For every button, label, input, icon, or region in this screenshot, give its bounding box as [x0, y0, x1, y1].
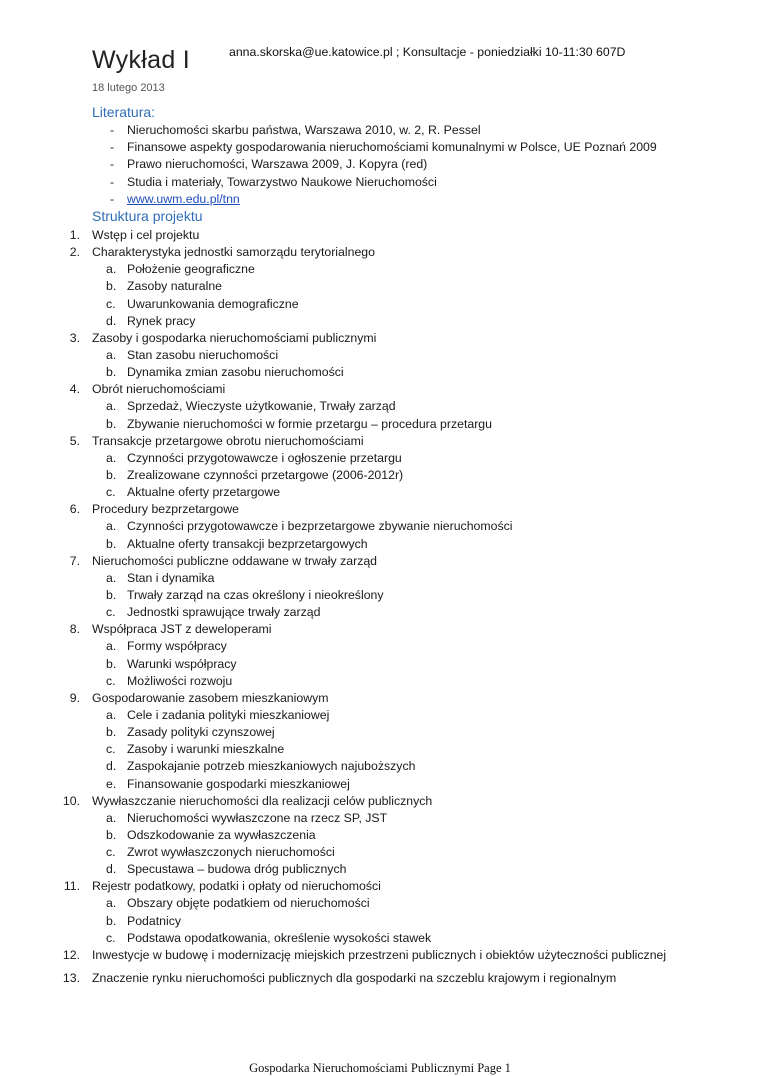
outline-subitem	[0, 656, 760, 673]
outline-number: 7.	[69, 553, 80, 568]
outline-number: 8.	[69, 622, 80, 637]
outline-letter: a.	[106, 399, 117, 414]
outline-letter: b.	[106, 467, 117, 482]
outline-subitem	[0, 741, 760, 758]
outline-subitem-text: Rynek pracy	[127, 313, 196, 328]
outline-item-text: Procedury bezprzetargowe	[92, 502, 239, 517]
structure-heading: Struktura projektu	[92, 208, 203, 224]
outline-letter: c.	[106, 930, 116, 945]
outline-letter: b.	[106, 536, 117, 551]
outline-letter: b.	[106, 587, 117, 602]
outline-subitem	[0, 536, 760, 553]
outline-number: 12.	[62, 947, 80, 962]
outline-subitem	[0, 776, 760, 793]
outline-subitem	[0, 844, 760, 861]
outline-item	[0, 433, 760, 450]
outline-letter: a.	[106, 570, 117, 585]
outline-subitem	[0, 724, 760, 741]
outline-letter: b.	[106, 279, 117, 294]
bullet-dash: -	[110, 140, 115, 155]
outline-number: 5.	[69, 433, 80, 448]
outline-number: 11.	[63, 879, 80, 894]
outline-subitem	[0, 416, 760, 433]
outline-subitem-text: Możliwości rozwoju	[127, 673, 233, 688]
outline-subitem	[0, 707, 760, 724]
outline-number: 10.	[62, 793, 80, 808]
outline-letter: d.	[106, 313, 117, 328]
outline-subitem	[0, 895, 760, 912]
outline-item	[0, 553, 760, 570]
outline-subitem-text: Obszary objęte podatkiem od nieruchomości	[127, 896, 370, 911]
outline-subitem-text: Zrealizowane czynności przetargowe (2006-2012r)	[127, 467, 404, 482]
outline-number: 3.	[69, 330, 80, 345]
outline-item	[0, 330, 760, 347]
outline-item	[0, 878, 760, 895]
outline-item	[0, 970, 760, 987]
outline-item	[0, 501, 760, 518]
outline-item	[0, 381, 760, 398]
outline-subitem	[0, 484, 760, 501]
outline-subitem	[0, 930, 760, 947]
outline-item-text: Rejestr podatkowy, podatki i opłaty od nieruchomości	[92, 879, 381, 894]
outline-subitem	[0, 467, 760, 484]
outline-item	[0, 793, 760, 810]
outline-letter: c.	[106, 742, 116, 757]
outline-subitem	[0, 587, 760, 604]
outline-subitem	[0, 313, 760, 330]
outline-item	[0, 947, 760, 964]
outline-subitem	[0, 827, 760, 844]
outline-number: 13.	[62, 971, 80, 986]
outline-letter: b.	[106, 656, 117, 671]
outline-number: 6.	[69, 502, 80, 517]
bullet-dash: -	[110, 191, 115, 206]
outline-letter: a.	[106, 519, 117, 534]
outline-item	[0, 621, 760, 638]
outline-subitem-text: Nieruchomości wywłaszczone na rzecz SP, JST	[127, 810, 388, 825]
outline-letter: d.	[106, 759, 117, 774]
page-footer: Gospodarka Nieruchomościami Publicznymi Page 1	[249, 1061, 511, 1075]
outline-subitem-text: Specustawa – budowa dróg publicznych	[127, 862, 347, 877]
outline-letter: e.	[106, 776, 117, 791]
outline-item-text: Nieruchomości publiczne oddawane w trwały zarząd	[92, 553, 378, 568]
outline-subitem-text: Podstawa opodatkowania, określenie wysokości stawek	[127, 930, 432, 945]
outline-item-text: Współpraca JST z deweloperami	[92, 622, 272, 637]
outline-subitem-text: Cele i zadania polityki mieszkaniowej	[127, 707, 330, 722]
outline-subitem	[0, 758, 760, 775]
outline-subitem-text: Czynności przygotowawcze i bezprzetargowe zbywanie nieruchomości	[127, 519, 513, 534]
outline-subitem-text: Zasoby i warunki mieszkalne	[127, 742, 285, 757]
outline-subitem-text: Jednostki sprawujące trwały zarząd	[127, 605, 321, 620]
outline-letter: d.	[106, 862, 117, 877]
outline-item-text: Zasoby i gospodarka nieruchomościami publicznymi	[92, 330, 377, 345]
outline-item	[0, 244, 760, 261]
outline-subitem	[0, 398, 760, 415]
outline-subitem-text: Sprzedaż, Wieczyste użytkowanie, Trwały zarząd	[127, 399, 396, 414]
outline-subitem-text: Stan zasobu nieruchomości	[127, 347, 279, 362]
outline-subitem	[0, 604, 760, 621]
page-title: Wykład I	[92, 46, 191, 74]
outline-subitem-text: Finansowanie gospodarki mieszkaniowej	[127, 776, 350, 791]
literature-item-text: Nieruchomości skarbu państwa, Warszawa 2010, w. 2, R. Pessel	[127, 123, 481, 137]
outline-subitem-text: Zbywanie nieruchomości w formie przetargu – procedura przetargu	[127, 416, 492, 431]
outline-subitem-text: Położenie geograficzne	[127, 262, 255, 277]
outline-subitem	[0, 364, 760, 381]
outline-subitem-text: Odszkodowanie za wywłaszczenia	[127, 827, 316, 842]
outline-subitem-text: Zwrot wywłaszczonych nieruchomości	[127, 845, 335, 860]
outline-letter: b.	[106, 725, 117, 740]
outline-item-text: Transakcje przetargowe obrotu nieruchomościami	[92, 433, 364, 448]
outline-subitem-text: Zasoby naturalne	[127, 279, 223, 294]
outline-subitem	[0, 570, 760, 587]
outline-item-text: Gospodarowanie zasobem mieszkaniowym	[92, 690, 329, 705]
outline-subitem-text: Warunki współpracy	[127, 656, 237, 671]
literature-item-text: Prawo nieruchomości, Warszawa 2009, J. Kopyra (red)	[127, 157, 428, 172]
outline-item-text: Charakterystyka jednostki samorządu terytorialnego	[92, 245, 375, 260]
outline-subitem-text: Uwarunkowania demograficzne	[127, 296, 299, 311]
outline-letter: c.	[106, 845, 116, 860]
outline-letter: a.	[106, 450, 117, 465]
outline-item-text: Obrót nieruchomościami	[92, 382, 226, 397]
outline-subitem	[0, 913, 760, 930]
outline-subitem	[0, 518, 760, 535]
outline-letter: a.	[106, 262, 117, 277]
outline-subitem-text: Stan i dynamika	[127, 570, 215, 585]
outline-letter: a.	[106, 639, 117, 654]
literature-heading: Literatura:	[92, 104, 156, 120]
outline-subitem	[0, 296, 760, 313]
literature-link[interactable]: www.uwm.edu.pl/tnn	[127, 191, 240, 206]
outline-subitem-text: Czynności przygotowawcze i ogłoszenie przetargu	[127, 450, 402, 465]
structure-outline	[0, 227, 760, 987]
outline-letter: b.	[106, 416, 117, 431]
outline-letter: c.	[106, 485, 116, 500]
outline-letter: c.	[106, 605, 116, 620]
outline-letter: a.	[106, 707, 117, 722]
outline-subitem	[0, 278, 760, 295]
outline-item	[0, 690, 760, 707]
outline-subitem	[0, 810, 760, 827]
outline-subitem-text: Podatnicy	[127, 913, 182, 928]
outline-item-text: Wywłaszczanie nieruchomości dla realizacji celów publicznych	[92, 793, 433, 808]
outline-subitem-text: Aktualne oferty przetargowe	[127, 485, 281, 500]
outline-number: 1.	[69, 228, 80, 242]
outline-subitem	[0, 861, 760, 878]
outline-subitem	[0, 638, 760, 655]
outline-letter: b.	[106, 913, 117, 928]
outline-subitem-text: Zaspokajanie potrzeb mieszkaniowych najuboższych	[127, 759, 416, 774]
outline-letter: a.	[106, 896, 117, 911]
literature-item-text: Studia i materiały, Towarzystwo Naukowe Nieruchomości	[127, 174, 437, 189]
outline-item-text: Znaczenie rynku nieruchomości publicznych dla gospodarki na szczeblu krajowym i regionalnym	[92, 971, 617, 986]
outline-letter: b.	[106, 827, 117, 842]
outline-subitem	[0, 261, 760, 278]
outline-letter: c.	[106, 673, 116, 688]
outline-subitem	[0, 450, 760, 467]
bullet-dash: -	[110, 123, 115, 137]
outline-letter: a.	[106, 347, 117, 362]
outline-item-text: Wstęp i cel projektu	[92, 228, 200, 242]
outline-number: 9.	[69, 690, 80, 705]
lecture-date: 18 lutego 2013	[92, 82, 165, 94]
contact-info: anna.skorska@ue.katowice.pl ; Konsultacje - poniedziałki 10-11:30 607D	[229, 45, 626, 59]
outline-subitem-text: Zasady polityki czynszowej	[127, 725, 275, 740]
outline-letter: b.	[106, 365, 117, 380]
outline-number: 2.	[69, 245, 80, 260]
outline-subitem-text: Dynamika zmian zasobu nieruchomości	[127, 365, 344, 380]
outline-number: 4.	[69, 382, 80, 397]
outline-subitem-text: Aktualne oferty transakcji bezprzetargowych	[127, 536, 368, 551]
outline-subitem-text: Trwały zarząd na czas określony i nieokreślony	[127, 587, 384, 602]
outline-letter: a.	[106, 810, 117, 825]
outline-item-text: Inwestycje w budowę i modernizację miejskich przestrzeni publicznych i obiektów użyteczności publicznej	[92, 947, 667, 962]
bullet-dash: -	[110, 174, 115, 189]
outline-subitem-text: Formy współpracy	[127, 639, 227, 654]
outline-item	[0, 227, 760, 244]
outline-subitem	[0, 673, 760, 690]
bullet-dash: -	[110, 157, 115, 172]
outline-letter: c.	[106, 296, 116, 311]
literature-item-text: Finansowe aspekty gospodarowania nieruchomościami komunalnymi w Polsce, UE Poznań 2009	[127, 140, 657, 155]
outline-subitem	[0, 347, 760, 364]
